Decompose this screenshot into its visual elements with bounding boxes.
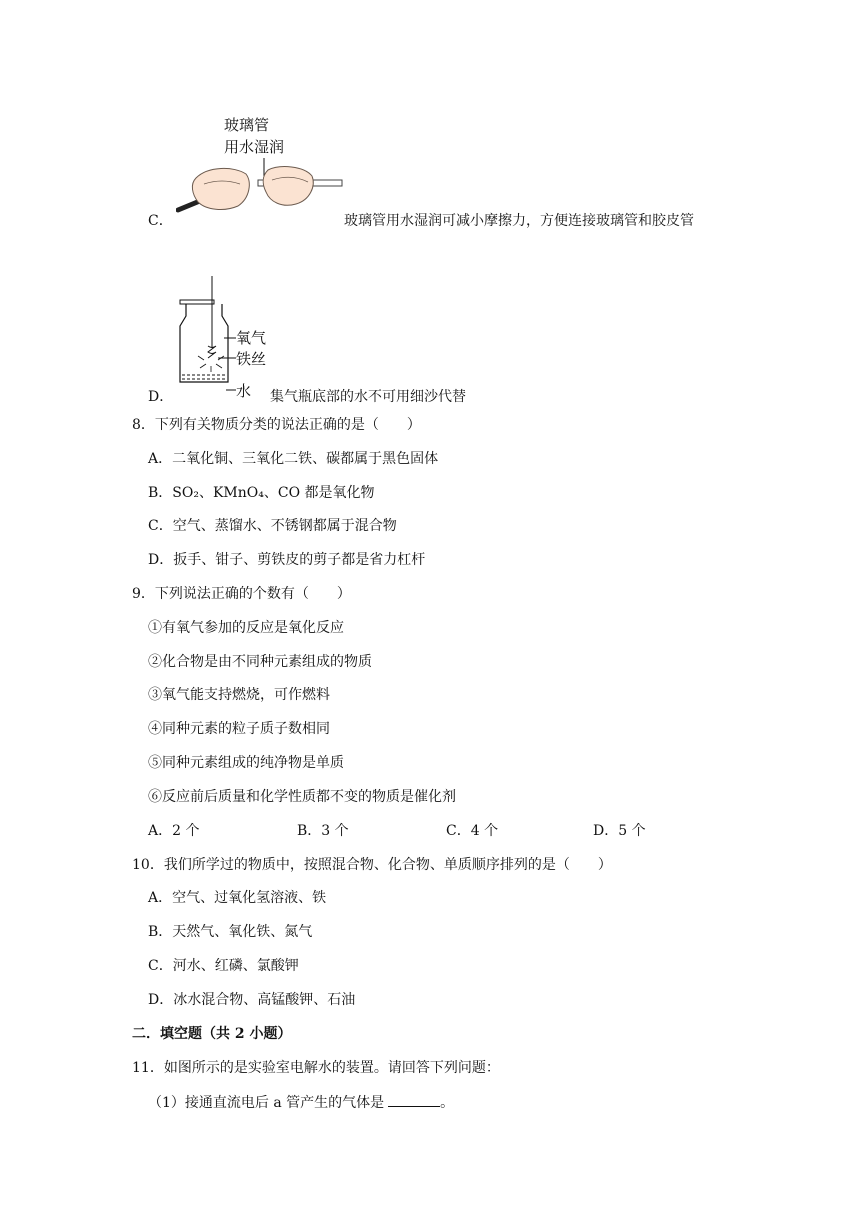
q10-option-c: C．河水、红磷、氯酸钾 (148, 958, 299, 974)
q11-sub-1 (148, 1092, 454, 1113)
q9-statement-5: ⑤同种元素组成的纯净物是单质 (148, 755, 344, 771)
question-11-stem: 11．如图所示的是实验室电解水的装置。请回答下列问题： (132, 1060, 500, 1076)
q8-option-b: B．SO₂、KMnO₄、CO 都是氧化物 (148, 485, 375, 501)
fig-label-glass-tube: 玻璃管 (224, 116, 270, 134)
glass-tube-figure (176, 110, 344, 215)
option-c-text: 玻璃管用水湿润可减小摩擦力，方便连接玻璃管和胶皮管 (344, 213, 694, 229)
option-d-letter: D． (148, 389, 174, 405)
fig-label-oxygen: 氧气 (236, 329, 267, 347)
fig-label-wet-with-water: 用水湿润 (224, 138, 285, 156)
question-8-stem: 8．下列有关物质分类的说法正确的是（ ） (132, 417, 421, 433)
question-10-stem: 10．我们所学过的物质中，按照混合物、化合物、单质顺序排列的是（ ） (132, 857, 612, 873)
q9-statement-4: ④同种元素的粒子质子数相同 (148, 721, 330, 737)
q9-statement-1: ①有氧气参加的反应是氧化反应 (148, 620, 344, 636)
q8-option-a: A．二氧化铜、三氧化二铁、碳都属于黑色固体 (148, 451, 439, 467)
q10-option-a: A．空气、过氧化氢溶液、铁 (148, 890, 327, 906)
section-2-title: 二．填空题（共 2 小题） (132, 1026, 292, 1042)
q9-option-a: A．2 个 (148, 823, 200, 839)
q11-sub-1-text: （1）接通直流电后 a 管产生的气体是 (148, 1095, 385, 1111)
fig-label-water: 水 (236, 382, 252, 400)
q8-option-c: C．空气、蒸馏水、不锈钢都属于混合物 (148, 518, 397, 534)
q9-option-b: B．3 个 (297, 823, 349, 839)
q11-sub-1-end: 。 (440, 1095, 455, 1111)
q9-statement-3: ③氧气能支持燃烧，可作燃料 (148, 687, 330, 703)
q8-option-d: D．扳手、钳子、剪铁皮的剪子都是省力杠杆 (148, 552, 426, 568)
question-9-stem: 9．下列说法正确的个数有（ ） (132, 586, 351, 602)
q9-option-d: D．5 个 (593, 823, 646, 839)
q11-answer-blank[interactable] (388, 1092, 440, 1107)
option-c-letter: C． (148, 213, 173, 229)
gas-jar-iron-wire-figure (176, 276, 276, 400)
option-d-text: 集气瓶底部的水不可用细沙代替 (270, 389, 466, 405)
q10-option-d: D．冰水混合物、高锰酸钾、石油 (148, 992, 356, 1008)
fig-label-iron-wire: 铁丝 (236, 350, 267, 368)
q9-option-c: C．4 个 (446, 823, 499, 839)
q10-option-b: B．天然气、氧化铁、氮气 (148, 924, 313, 940)
q9-statement-6: ⑥反应前后质量和化学性质都不变的物质是催化剂 (148, 789, 456, 805)
q9-statement-2: ②化合物是由不同种元素组成的物质 (148, 654, 372, 670)
